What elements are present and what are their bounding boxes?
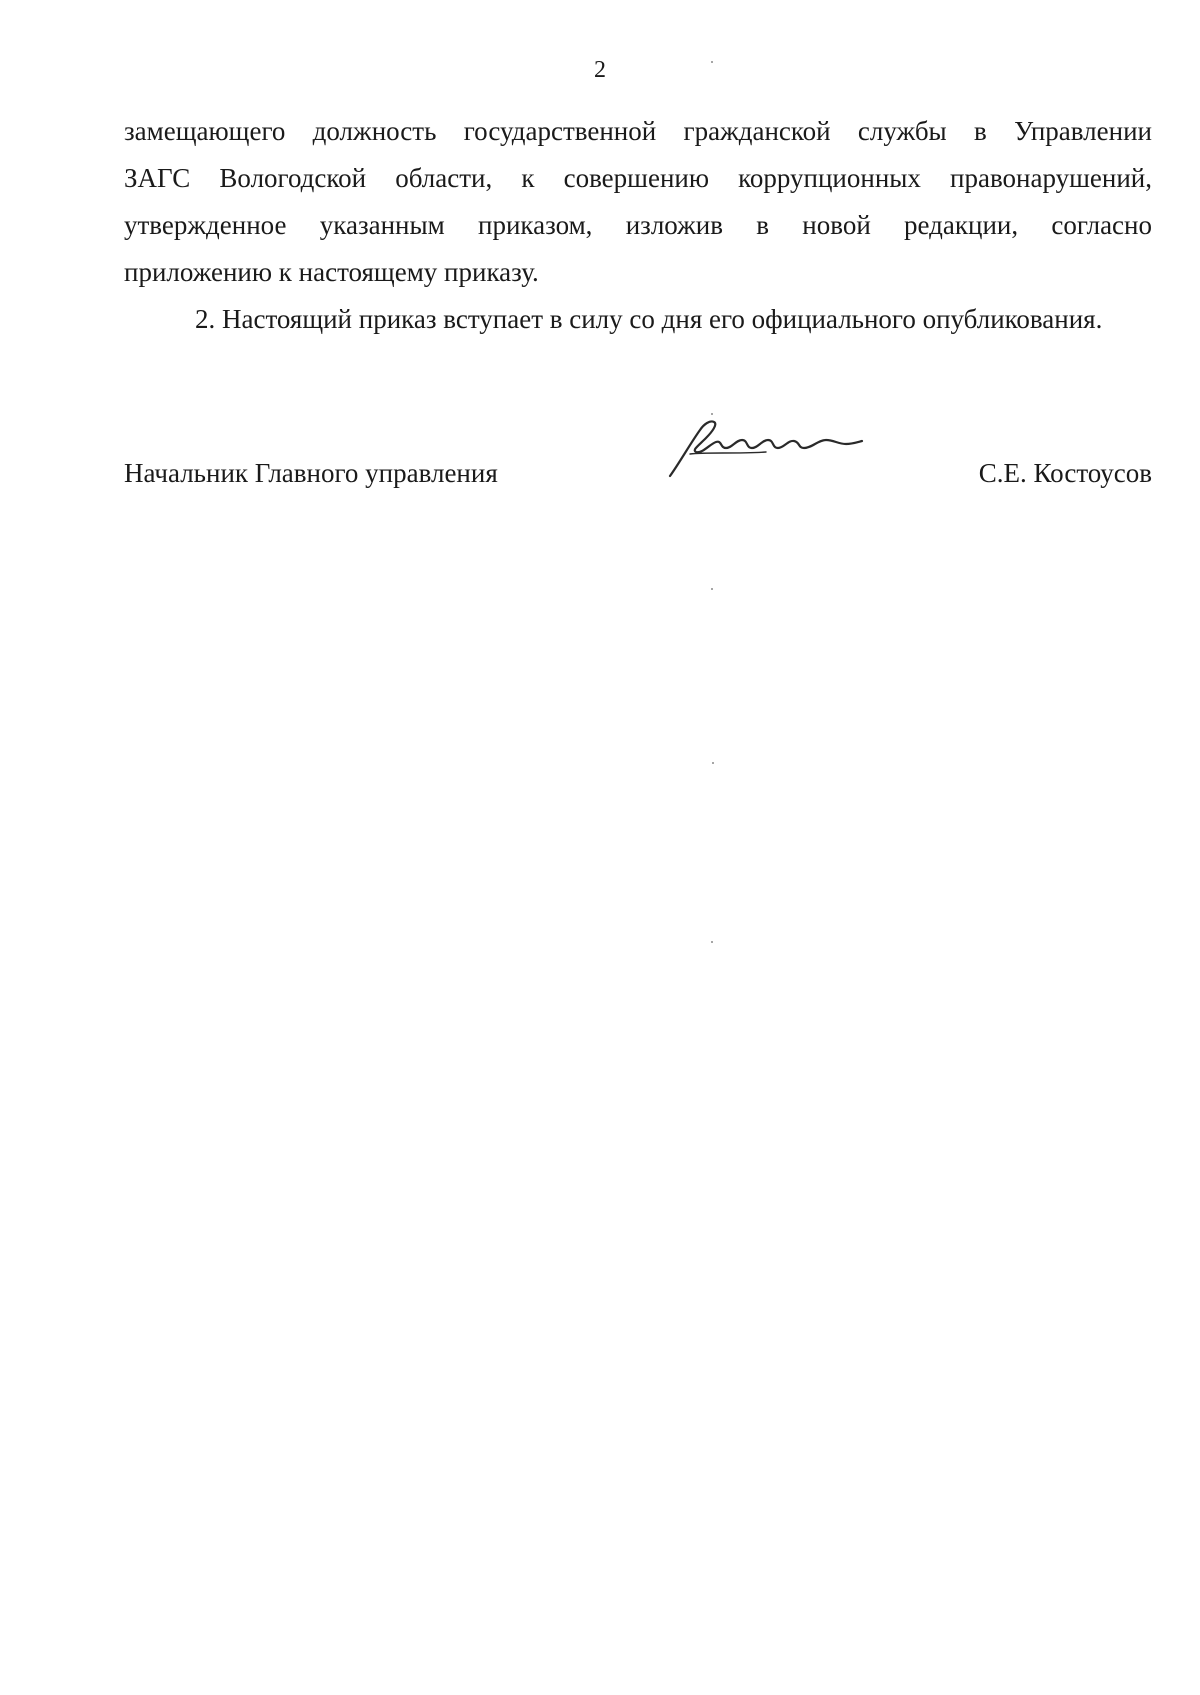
scan-speck: [711, 588, 713, 590]
scan-speck: [711, 941, 713, 943]
paragraph-1-line-2: ЗАГС Вологодской области, к совершению коррупционных правонарушений,: [124, 163, 1152, 193]
signatory-name: С.Е. Костоусов: [978, 458, 1152, 488]
handwritten-signature: [666, 414, 866, 484]
signature-block: [124, 455, 1152, 495]
paragraph-2: 2. Настоящий приказ вступает в силу со дня его официального опубликования.: [195, 304, 1103, 334]
scan-speck: [711, 61, 713, 63]
paragraph-1-line-3: утвержденное указанным приказом, изложив в новой редакции, согласно: [124, 210, 1152, 240]
paragraph-1-line-4: приложению к настоящему приказу.: [124, 257, 539, 287]
page-number: 2: [594, 57, 606, 83]
document-body: [124, 108, 1152, 343]
scan-speck: [712, 762, 714, 764]
signatory-position: Начальник Главного управления: [124, 458, 498, 488]
scan-speck: [711, 413, 713, 415]
paragraph-1-line-1: замещающего должность государственной гражданской службы в Управлении: [124, 116, 1152, 146]
